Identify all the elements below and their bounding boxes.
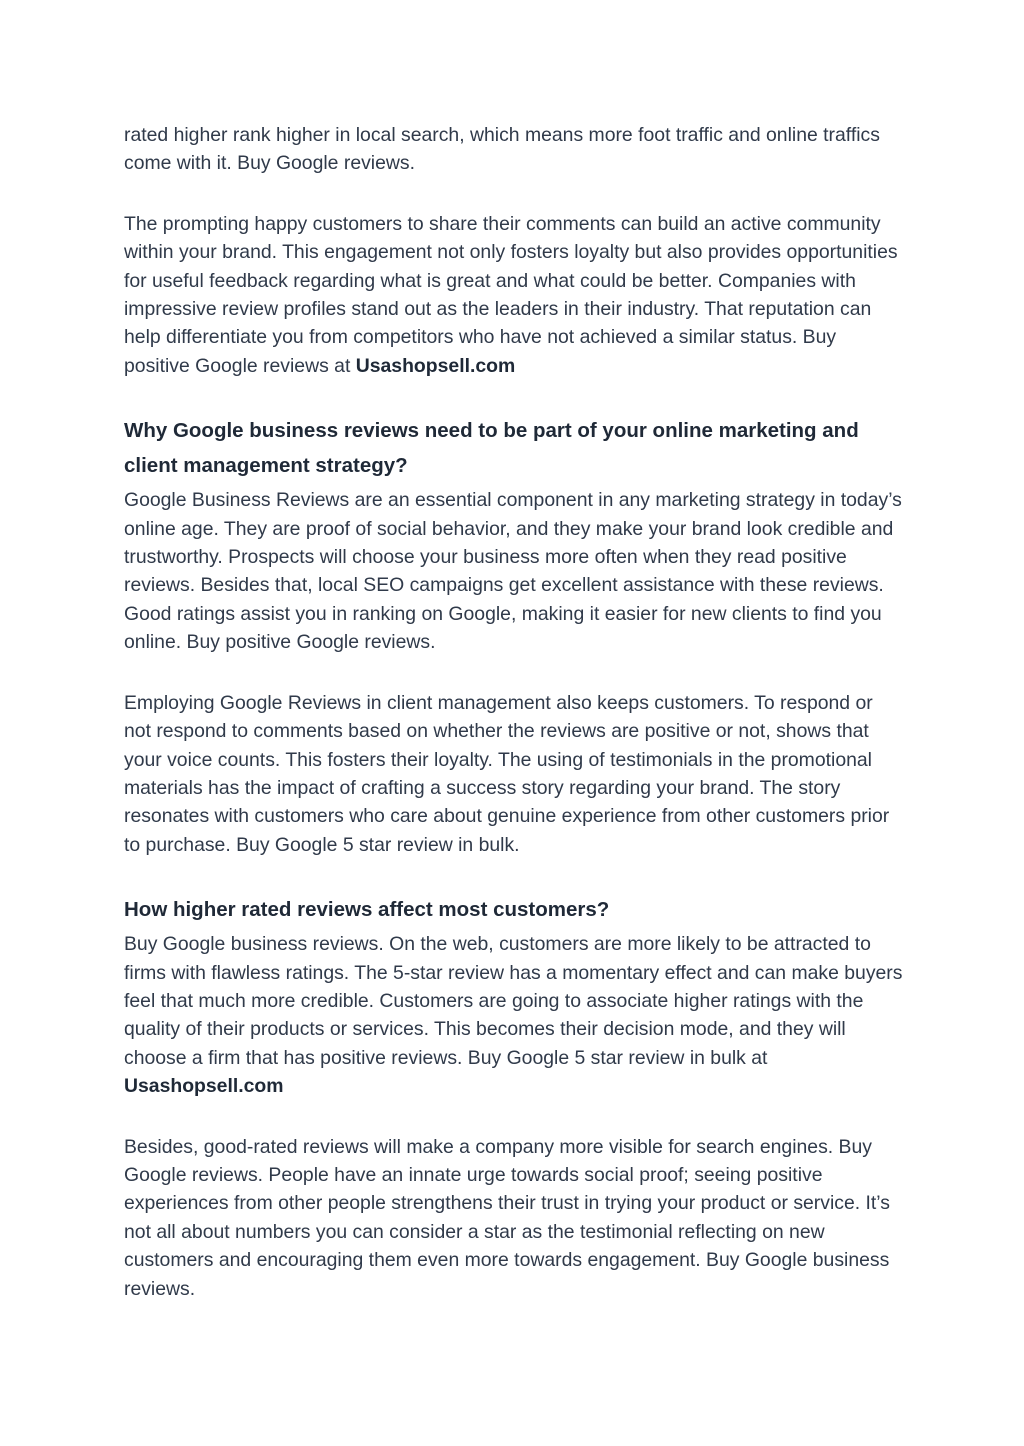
paragraph-search-visibility bbox=[124, 1133, 904, 1303]
paragraph-client-management-text: Employing Google Reviews in client management also keeps customers. To respond or not respond to comments based on whether the reviews are positive or not, shows that your voice counts. This fosters their loyalty. The using of testimonials in the promotional materials has the impact of crafting a success story regarding your brand. The story resonates with customers who care about genuine experience from other customers prior to purchase. Buy Google 5 star review in bulk. bbox=[124, 691, 890, 856]
paragraph-flawless-ratings bbox=[124, 930, 904, 1100]
heading-higher-rated-reviews: How higher rated reviews affect most customers? bbox=[124, 898, 610, 922]
brand-name-bold-2: Usashopsell.com bbox=[124, 1075, 284, 1098]
paragraph-flawless-ratings-text: Buy Google business reviews. On the web, customers are more likely to be attracted to firms with flawless ratings. The 5-star review has a momentary effect and can make buyers feel that much more credible. Customers are going to associate higher ratings with the quality of their products or services. This becomes their decision mode, and they will choose a firm that has positive reviews. Buy Google 5 star review in bulk at bbox=[124, 933, 903, 1069]
paragraph-marketing-component bbox=[124, 486, 904, 656]
paragraph-search-visibility-text: Besides, good-rated reviews will make a company more visible for search engines. Buy Google reviews. People have an innate urge towards social proof; seeing positive experiences from other people strengthens their trust in trying your product or service. It’s not all about numbers you can consider a star as the testimonial reflecting on new customers and encouraging them even more towards engagement. Buy Google business reviews. bbox=[124, 1135, 890, 1300]
brand-name-bold: Usashopsell.com bbox=[355, 354, 516, 377]
heading-why-google-reviews: Why Google business reviews need to be part of your online marketing and client management strategy? bbox=[124, 419, 859, 478]
paragraph-community-text: The prompting happy customers to share their comments can build an active community within your brand. This engagement not only fosters loyalty but also provides opportunities for useful feedback regarding what is great and what could be better. Companies with impressive review profiles stand out as the leaders in their industry. That reputation can help differentiate you from competitors who have not achieved a similar status. Buy positive Google reviews at bbox=[124, 212, 898, 377]
paragraph-client-management bbox=[124, 689, 904, 859]
document-page bbox=[124, 121, 904, 1303]
paragraph-intro bbox=[124, 121, 904, 178]
paragraph-marketing-component-text: Google Business Reviews are an essential component in any marketing strategy in today’s online age. They are proof of social behavior, and they make your brand look credible and trustworthy. Prospects will choose your business more often when they read positive reviews. Besides that, local SEO campaigns get excellent assistance with these reviews. Good ratings assist you in ranking on Google, making it easier for new clients to find you online. Buy positive Google reviews. bbox=[124, 489, 902, 654]
paragraph-intro-text: rated higher rank higher in local search, which means more foot traffic and online traffics come with it. Buy Google reviews. bbox=[124, 124, 880, 175]
paragraph-community bbox=[124, 210, 904, 380]
